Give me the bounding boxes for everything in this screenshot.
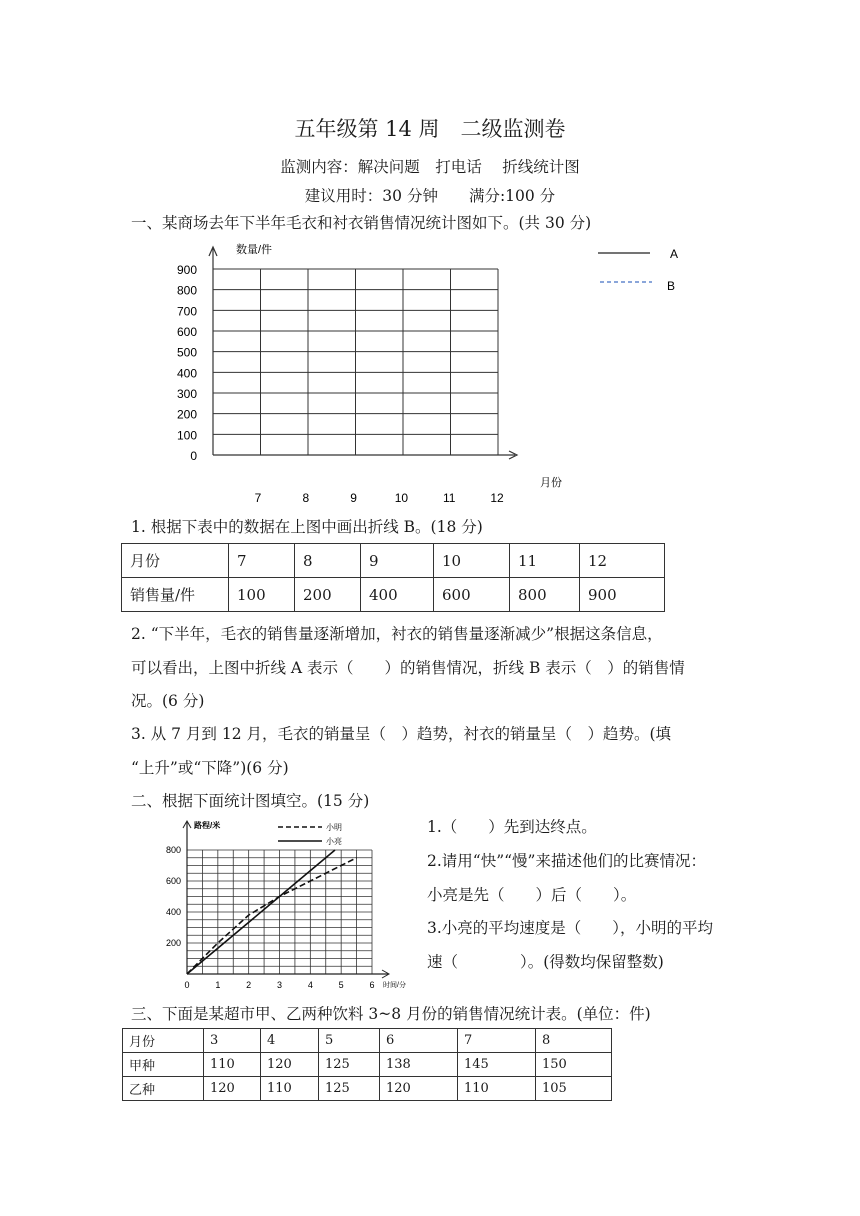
table-cell: 9 — [361, 544, 434, 578]
table-cell: 4 — [261, 1029, 319, 1053]
table-row — [123, 1077, 612, 1101]
table-cell: 月份 — [122, 544, 229, 578]
table-cell: 乙种 — [123, 1077, 204, 1101]
y-tick-label: 900 — [176, 263, 197, 277]
table-cell: 800 — [510, 578, 580, 612]
table-cell: 8 — [536, 1029, 612, 1053]
table-cell: 110 — [204, 1053, 261, 1077]
section2-line3: 小亮是先（ ）后（ ）。 — [427, 886, 637, 904]
section2-line2: 2.请用“快”“慢”来描述他们的比赛情况： — [427, 852, 706, 870]
chart-sales — [0, 0, 860, 520]
time-line: 建议用时：30 分钟 满分:100 分 — [304, 187, 556, 205]
x-tick-label: 6 — [369, 980, 375, 990]
y-tick-label: 800 — [165, 845, 181, 855]
y-axis-label: 数量/件 — [236, 244, 273, 256]
y-tick-label: 500 — [176, 345, 197, 360]
y-tick-label: 600 — [176, 325, 197, 339]
x-tick-label: 10 — [394, 491, 409, 505]
table-cell: 6 — [380, 1029, 458, 1053]
table-cell: 7 — [229, 544, 295, 578]
x-tick-label: 9 — [350, 491, 357, 505]
page-title: 五年级第 14 周 二级监测卷 — [294, 117, 566, 141]
table-cell: 110 — [458, 1077, 536, 1101]
sales-table — [121, 543, 665, 612]
question-1-3-line1: 3. 从 7 月到 12 月，毛衣的销量呈（ ）趋势，衬衣的销量呈（ ）趋势。(填 — [131, 725, 672, 743]
table-cell: 8 — [295, 544, 361, 578]
table-cell: 125 — [319, 1053, 380, 1077]
table-cell: 138 — [380, 1053, 458, 1077]
section2-line5: 速（ ）。(得数均保留整数) — [427, 953, 664, 971]
table-cell: 5 — [319, 1029, 380, 1053]
x-tick-label: 0 — [184, 980, 190, 990]
table-cell: 600 — [434, 578, 510, 612]
table-cell: 120 — [261, 1053, 319, 1077]
y-tick-label: 400 — [176, 366, 197, 381]
table-cell: 110 — [261, 1077, 319, 1101]
legend-label-2: 小亮 — [326, 837, 342, 846]
y-tick-label: 400 — [165, 907, 181, 917]
table-row — [123, 1053, 612, 1077]
x-tick-label: 12 — [490, 491, 504, 505]
table-row — [123, 1029, 612, 1053]
table-cell: 7 — [458, 1029, 536, 1053]
x-axis-label: 月份 — [540, 477, 562, 489]
table-cell: 200 — [295, 578, 361, 612]
question-1-2-line2: 可以看出，上图中折线 A 表示（ ）的销售情况，折线 B 表示（ ）的销售情 — [131, 659, 685, 677]
table-cell: 10 — [434, 544, 510, 578]
table-cell: 900 — [580, 578, 665, 612]
table-cell: 月份 — [123, 1029, 204, 1053]
y-tick-label: 200 — [165, 938, 181, 948]
section2-line1: 1.（ ）先到达终点。 — [427, 818, 597, 836]
x-tick-label: 4 — [307, 980, 313, 990]
question-1-2-line3: 况。(6 分) — [131, 692, 205, 710]
table-cell: 3 — [204, 1029, 261, 1053]
question-1-2-line1: 2. “下半年，毛衣的销售量逐渐增加，衬衣的销售量逐渐减少”根据这条信息， — [131, 625, 663, 643]
y-tick-label: 700 — [176, 304, 197, 319]
x-tick-label: 1 — [215, 980, 221, 990]
chart1-grid — [213, 269, 498, 455]
y-tick-label: 600 — [165, 876, 181, 886]
chart1-axes — [209, 247, 517, 459]
chart2-legend — [278, 822, 342, 846]
table-cell: 100 — [229, 578, 295, 612]
x-tick-label: 11 — [442, 491, 456, 505]
table-cell: 12 — [580, 544, 665, 578]
y-tick-label: 800 — [176, 283, 197, 298]
drinks-table — [122, 1028, 612, 1101]
y-tick-label: 300 — [176, 387, 197, 401]
series-line-1 — [187, 858, 357, 974]
y-tick-label: 100 — [176, 428, 197, 443]
table-cell: 150 — [536, 1053, 612, 1077]
y-axis-label: 路程/米 — [194, 821, 221, 830]
y-tick-label: 0 — [190, 449, 197, 463]
chart-race — [150, 810, 410, 995]
legend-a-label: A — [670, 247, 679, 261]
table-cell: 125 — [319, 1077, 380, 1101]
table-cell: 120 — [204, 1077, 261, 1101]
table-cell: 105 — [536, 1077, 612, 1101]
table-cell: 120 — [380, 1077, 458, 1101]
table-row — [122, 578, 665, 612]
x-tick-label: 3 — [276, 980, 283, 990]
table-cell: 400 — [361, 578, 434, 612]
x-axis-label: 时间/分 — [383, 982, 406, 989]
table-row — [122, 544, 665, 578]
chart1-labels — [177, 242, 562, 505]
x-tick-label: 2 — [246, 980, 252, 990]
section2-line4: 3.小亮的平均速度是（ ），小明的平均 — [427, 919, 714, 937]
legend-label-1: 小明 — [326, 823, 342, 832]
table-cell: 11 — [510, 544, 580, 578]
content-line: 监测内容：解决问题 打电话 折线统计图 — [280, 158, 580, 176]
section3-heading: 三、下面是某超市甲、乙两种饮料 3~8 月份的销售情况统计表。(单位：件) — [131, 1005, 651, 1023]
x-tick-label: 7 — [254, 491, 262, 505]
x-tick-label: 5 — [338, 980, 344, 990]
table-cell: 甲种 — [123, 1053, 204, 1077]
y-tick-label: 200 — [176, 407, 197, 422]
chart2-labels — [166, 820, 406, 990]
x-tick-label: 8 — [302, 491, 310, 505]
section2-heading: 二、根据下面统计图填空。(15 分) — [131, 792, 370, 810]
question-1-3-line2: “上升”或“下降”)(6 分) — [131, 759, 289, 777]
section1-heading: 一、某商场去年下半年毛衣和衬衣销售情况统计图如下。(共 30 分) — [131, 214, 592, 232]
table-cell: 145 — [458, 1053, 536, 1077]
table-cell: 销售量/件 — [122, 578, 229, 612]
chart2-grid — [183, 821, 389, 978]
question-1-1: 1. 根据下表中的数据在上图中画出折线 B。(18 分) — [131, 518, 483, 536]
legend-b-label: B — [667, 279, 676, 293]
